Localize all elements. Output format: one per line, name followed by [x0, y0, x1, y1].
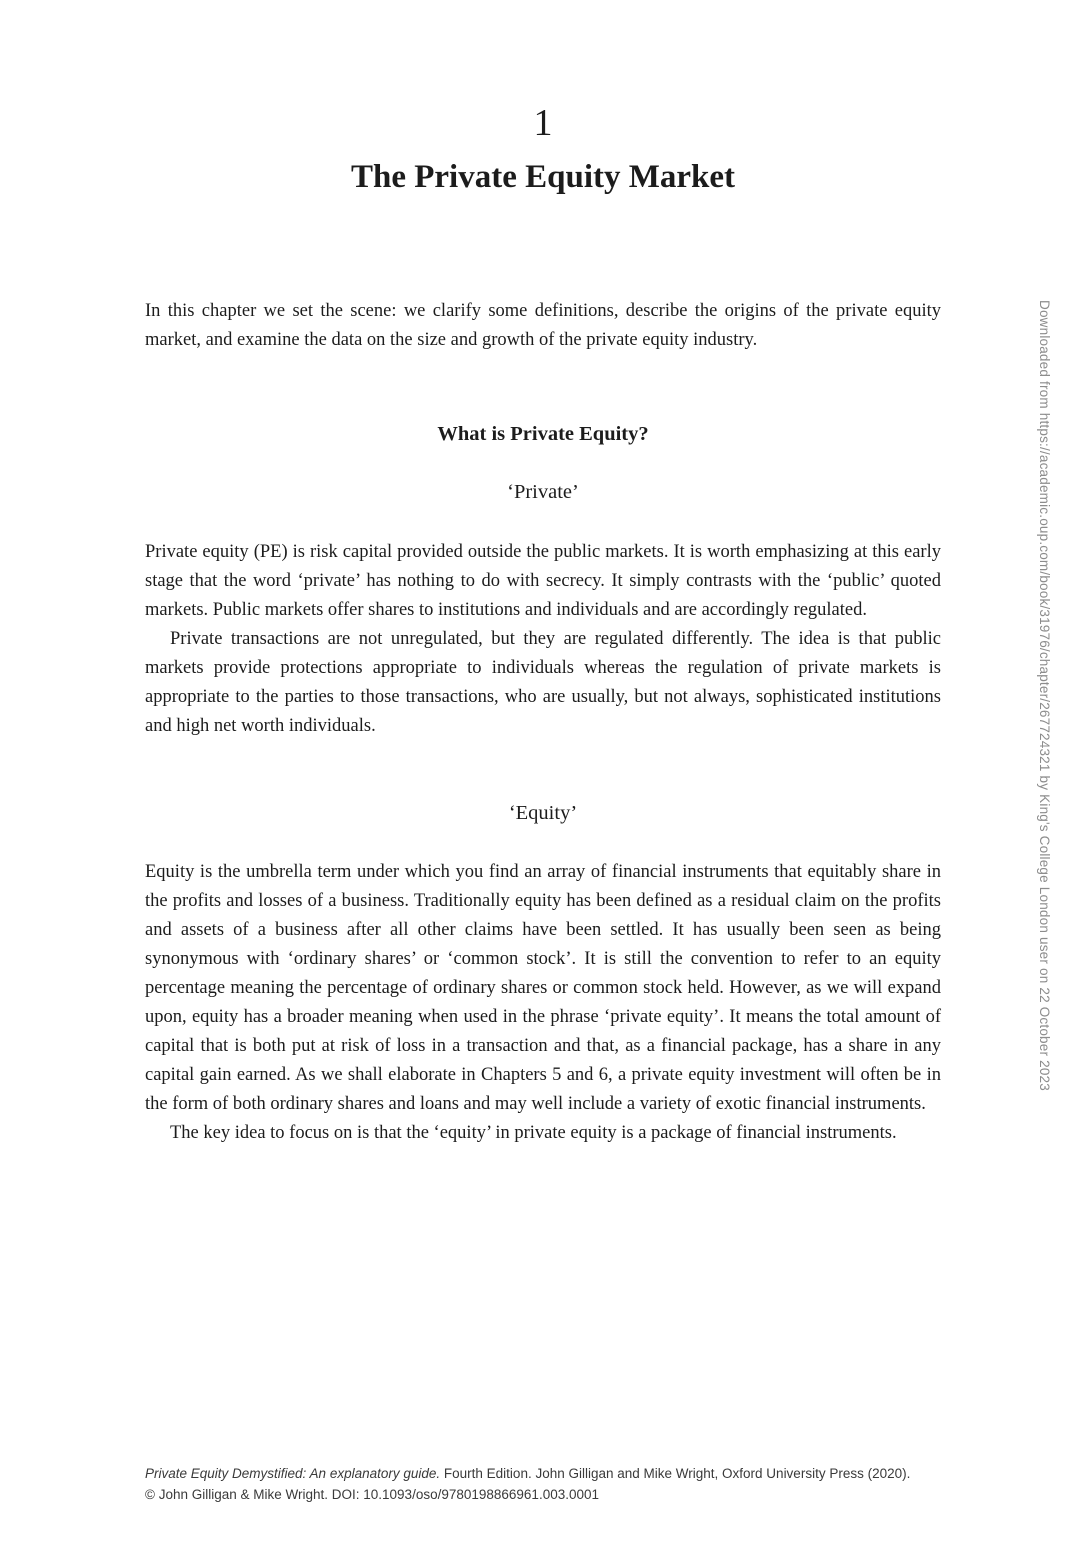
- subsection-heading-private: ‘Private’: [507, 480, 579, 503]
- download-watermark: Downloaded from https://academic.oup.com/book/31976/chapter/267724321 by King's College London user on 22 October 2023: [1037, 300, 1052, 1091]
- footer-citation: [145, 1463, 965, 1484]
- page-content: [145, 0, 941, 1148]
- chapter-number: 1: [533, 102, 553, 144]
- chapter-title: The Private Equity Market: [350, 158, 736, 195]
- private-paragraph-1: Private equity (PE) is risk capital provided outside the public markets. It is worth emphasizing at this early stage that the word ‘private’ has nothing to do with secrecy. It simply contrasts with the ‘public’ quoted markets. Public markets offer shares to institutions and individuals and are accordingly regulated.: [145, 541, 941, 620]
- equity-paragraph-2: The key idea to focus on is that the ‘equity’ in private equity is a package of financial instruments.: [170, 1123, 897, 1144]
- footer-citation-rest: Fourth Edition. John Gilligan and Mike Wright, Oxford University Press (2020).: [440, 1466, 911, 1481]
- private-paragraph-2: Private transactions are not unregulated, but they are regulated differently. The idea is that public markets provide protections appropriate to individuals whereas the regulation of private markets is appropriate to the parties to those transactions, who are usually, but not always, sophisticated institutions and high net worth individuals.: [145, 628, 941, 736]
- footer-copyright: © John Gilligan & Mike Wright. DOI: 10.1093/oso/9780198866961.003.0001: [145, 1487, 599, 1502]
- equity-paragraph-1: Equity is the umbrella term under which you find an array of financial instruments that equitably share in the profits and losses of a business. Traditionally equity has been defined as a residual claim on the profits and assets of a business after all other claims have been settled. It has usually been seen as being synonymous with ‘ordinary shares’ or ‘common stock’. It is still the convention to refer to an equity percentage meaning the percentage of ordinary shares or common stock held. However, as we will expand upon, equity has a broader meaning when used in the phrase ‘private equity’. It means the total amount of capital that is both put at risk of loss in a transaction and that, as a financial package, has a share in any capital gain earned. As we shall elaborate in Chapters 5 and 6, a private equity investment will often be in the form of both ordinary shares and loans and may well include a variety of exotic financial instruments.: [145, 862, 941, 1115]
- section-heading-what-is-private-equity: What is Private Equity?: [437, 423, 649, 446]
- page-footer: [145, 1463, 965, 1505]
- intro-paragraph: In this chapter we set the scene: we clarify some definitions, describe the origins of the private equity market, and examine the data on the size and growth of the private equity industry.: [145, 301, 941, 351]
- subsection-heading-equity: ‘Equity’: [508, 801, 578, 824]
- footer-citation-title: Private Equity Demystified: An explanatory guide.: [145, 1466, 441, 1481]
